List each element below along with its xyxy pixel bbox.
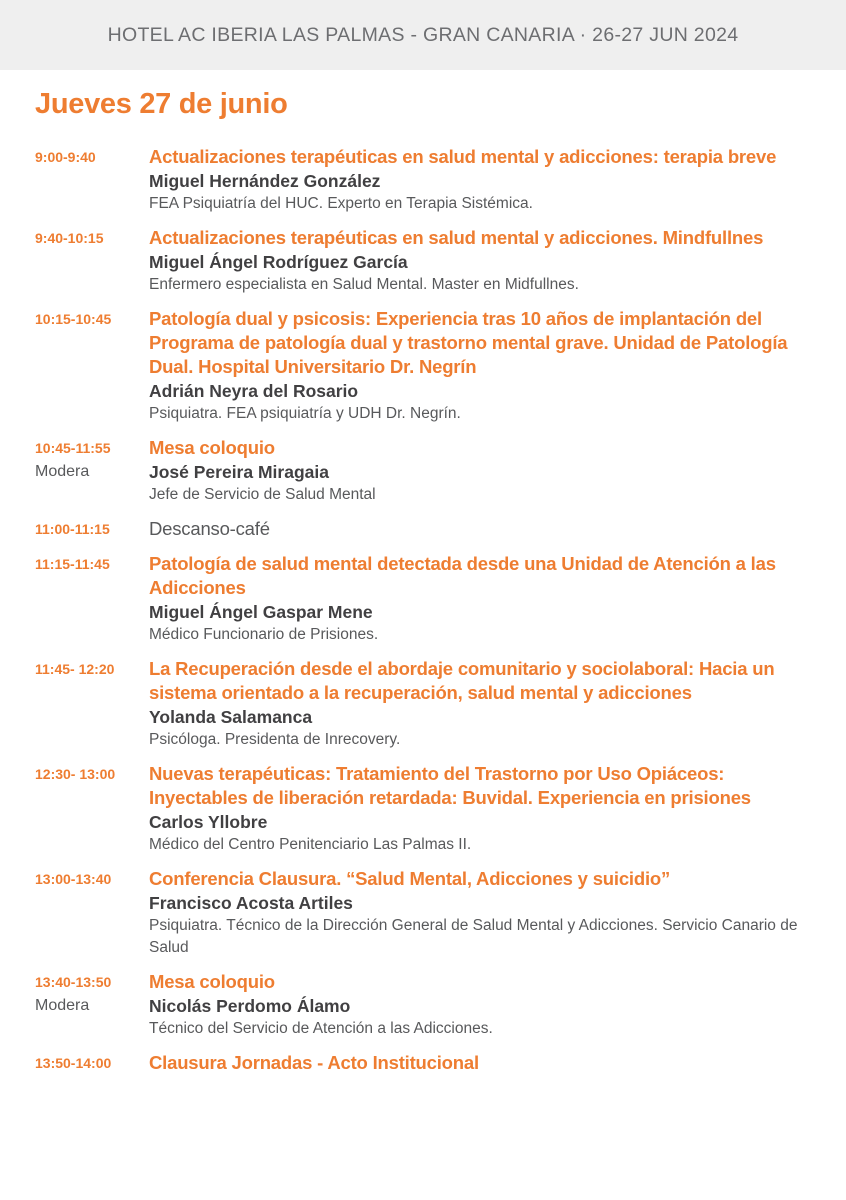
moderator-label: Modera	[35, 997, 90, 1014]
time-column	[0, 436, 149, 506]
session-title: Patología de salud mental detectada desde una Unidad de Atención a las Adicciones	[149, 553, 776, 598]
time-column	[0, 867, 149, 959]
session-details	[149, 867, 846, 959]
schedule-item	[0, 970, 846, 1040]
session-time: 10:45-11:55	[35, 440, 111, 456]
page-header	[0, 0, 846, 70]
session-details	[149, 436, 846, 506]
session-details	[149, 145, 846, 215]
session-title: Actualizaciones terapéuticas en salud mental y adicciones: terapia breve	[149, 146, 777, 167]
time-column	[0, 1051, 149, 1075]
session-time: 13:00-13:40	[35, 871, 112, 887]
schedule-item	[0, 657, 846, 751]
schedule-item	[0, 517, 846, 541]
speaker-name: Adrián Neyra del Rosario	[149, 381, 359, 401]
schedule-item	[0, 307, 846, 425]
session-details	[149, 657, 846, 751]
session-time: 12:30- 13:00	[35, 766, 116, 782]
speaker-name: Carlos Yllobre	[149, 812, 268, 832]
schedule-item	[0, 762, 846, 856]
speaker-description: Jefe de Servicio de Salud Mental	[149, 486, 376, 503]
session-time: 13:50-14:00	[35, 1055, 112, 1071]
time-column	[0, 226, 149, 296]
speaker-name: Miguel Ángel Rodríguez García	[149, 252, 408, 272]
time-column	[0, 145, 149, 215]
session-details	[149, 226, 846, 296]
speaker-name: Miguel Ángel Gaspar Mene	[149, 602, 373, 622]
session-time: 13:40-13:50	[35, 974, 112, 990]
session-title: Clausura Jornadas - Acto Institucional	[149, 1052, 479, 1073]
session-details	[149, 517, 846, 541]
speaker-name: Yolanda Salamanca	[149, 707, 313, 727]
schedule-item	[0, 436, 846, 506]
time-column	[0, 552, 149, 646]
schedule-item	[0, 145, 846, 215]
time-column	[0, 517, 149, 541]
session-details	[149, 762, 846, 856]
session-details	[149, 1051, 846, 1075]
speaker-description: Técnico del Servicio de Atención a las Adicciones.	[149, 1020, 493, 1037]
schedule-item	[0, 226, 846, 296]
session-time: 10:15-10:45	[35, 311, 112, 327]
time-column	[0, 307, 149, 425]
speaker-description: Psiquiatra. FEA psiquiatría y UDH Dr. Negrín.	[149, 405, 461, 422]
time-column	[0, 657, 149, 751]
session-details	[149, 307, 846, 425]
session-time: 9:40-10:15	[35, 230, 104, 246]
session-title: Mesa coloquio	[149, 971, 275, 992]
speaker-description: Psicóloga. Presidenta de Inrecovery.	[149, 731, 401, 748]
schedule-item	[0, 552, 846, 646]
session-time: 9:00-9:40	[35, 149, 96, 165]
time-column	[0, 970, 149, 1040]
schedule-list	[0, 145, 846, 1086]
day-title: Jueves 27 de junio	[35, 88, 288, 120]
session-title: Conferencia Clausura. “Salud Mental, Adicciones y suicidio”	[149, 868, 671, 889]
session-title: Patología dual y psicosis: Experiencia tras 10 años de implantación del Programa de patología dual y trastorno mental grave. Unidad de Patología Dual. Hospital Universitario Dr. Negrín	[149, 308, 788, 377]
session-time: 11:00-11:15	[35, 521, 110, 537]
session-time: 11:15-11:45	[35, 556, 110, 572]
session-details	[149, 970, 846, 1040]
speaker-name: Francisco Acosta Artiles	[149, 893, 353, 913]
header-venue-dates: HOTEL AC IBERIA LAS PALMAS - GRAN CANARIA · 26-27 JUN 2024	[107, 23, 739, 46]
speaker-description: Psiquiatra. Técnico de la Dirección General de Salud Mental y Adicciones. Servicio Canario de Salud	[149, 917, 798, 956]
speaker-description: Médico del Centro Penitenciario Las Palmas II.	[149, 836, 472, 853]
moderator-label: Modera	[35, 463, 90, 480]
session-time: 11:45- 12:20	[35, 661, 115, 677]
session-title: Descanso-café	[149, 518, 270, 539]
session-title: Mesa coloquio	[149, 437, 275, 458]
speaker-description: FEA Psiquiatría del HUC. Experto en Terapia Sistémica.	[149, 195, 533, 212]
time-column	[0, 762, 149, 856]
speaker-description: Enfermero especialista en Salud Mental. Master en Midfullnes.	[149, 276, 579, 293]
session-details	[149, 552, 846, 646]
session-title: Nuevas terapéuticas: Tratamiento del Trastorno por Uso Opiáceos: Inyectables de liberación retardada: Buvidal. Experiencia en prisiones	[149, 763, 751, 808]
speaker-description: Médico Funcionario de Prisiones.	[149, 626, 379, 643]
speaker-name: Miguel Hernández González	[149, 171, 381, 191]
schedule-item	[0, 1051, 846, 1075]
session-title: Actualizaciones terapéuticas en salud mental y adicciones. Mindfullnes	[149, 227, 764, 248]
schedule-item	[0, 867, 846, 959]
speaker-name: José Pereira Miragaia	[149, 462, 329, 482]
speaker-name: Nicolás Perdomo Álamo	[149, 996, 351, 1016]
session-title: La Recuperación desde el abordaje comunitario y sociolaboral: Hacia un sistema orientado a la recuperación, salud mental y adicciones	[149, 658, 775, 703]
